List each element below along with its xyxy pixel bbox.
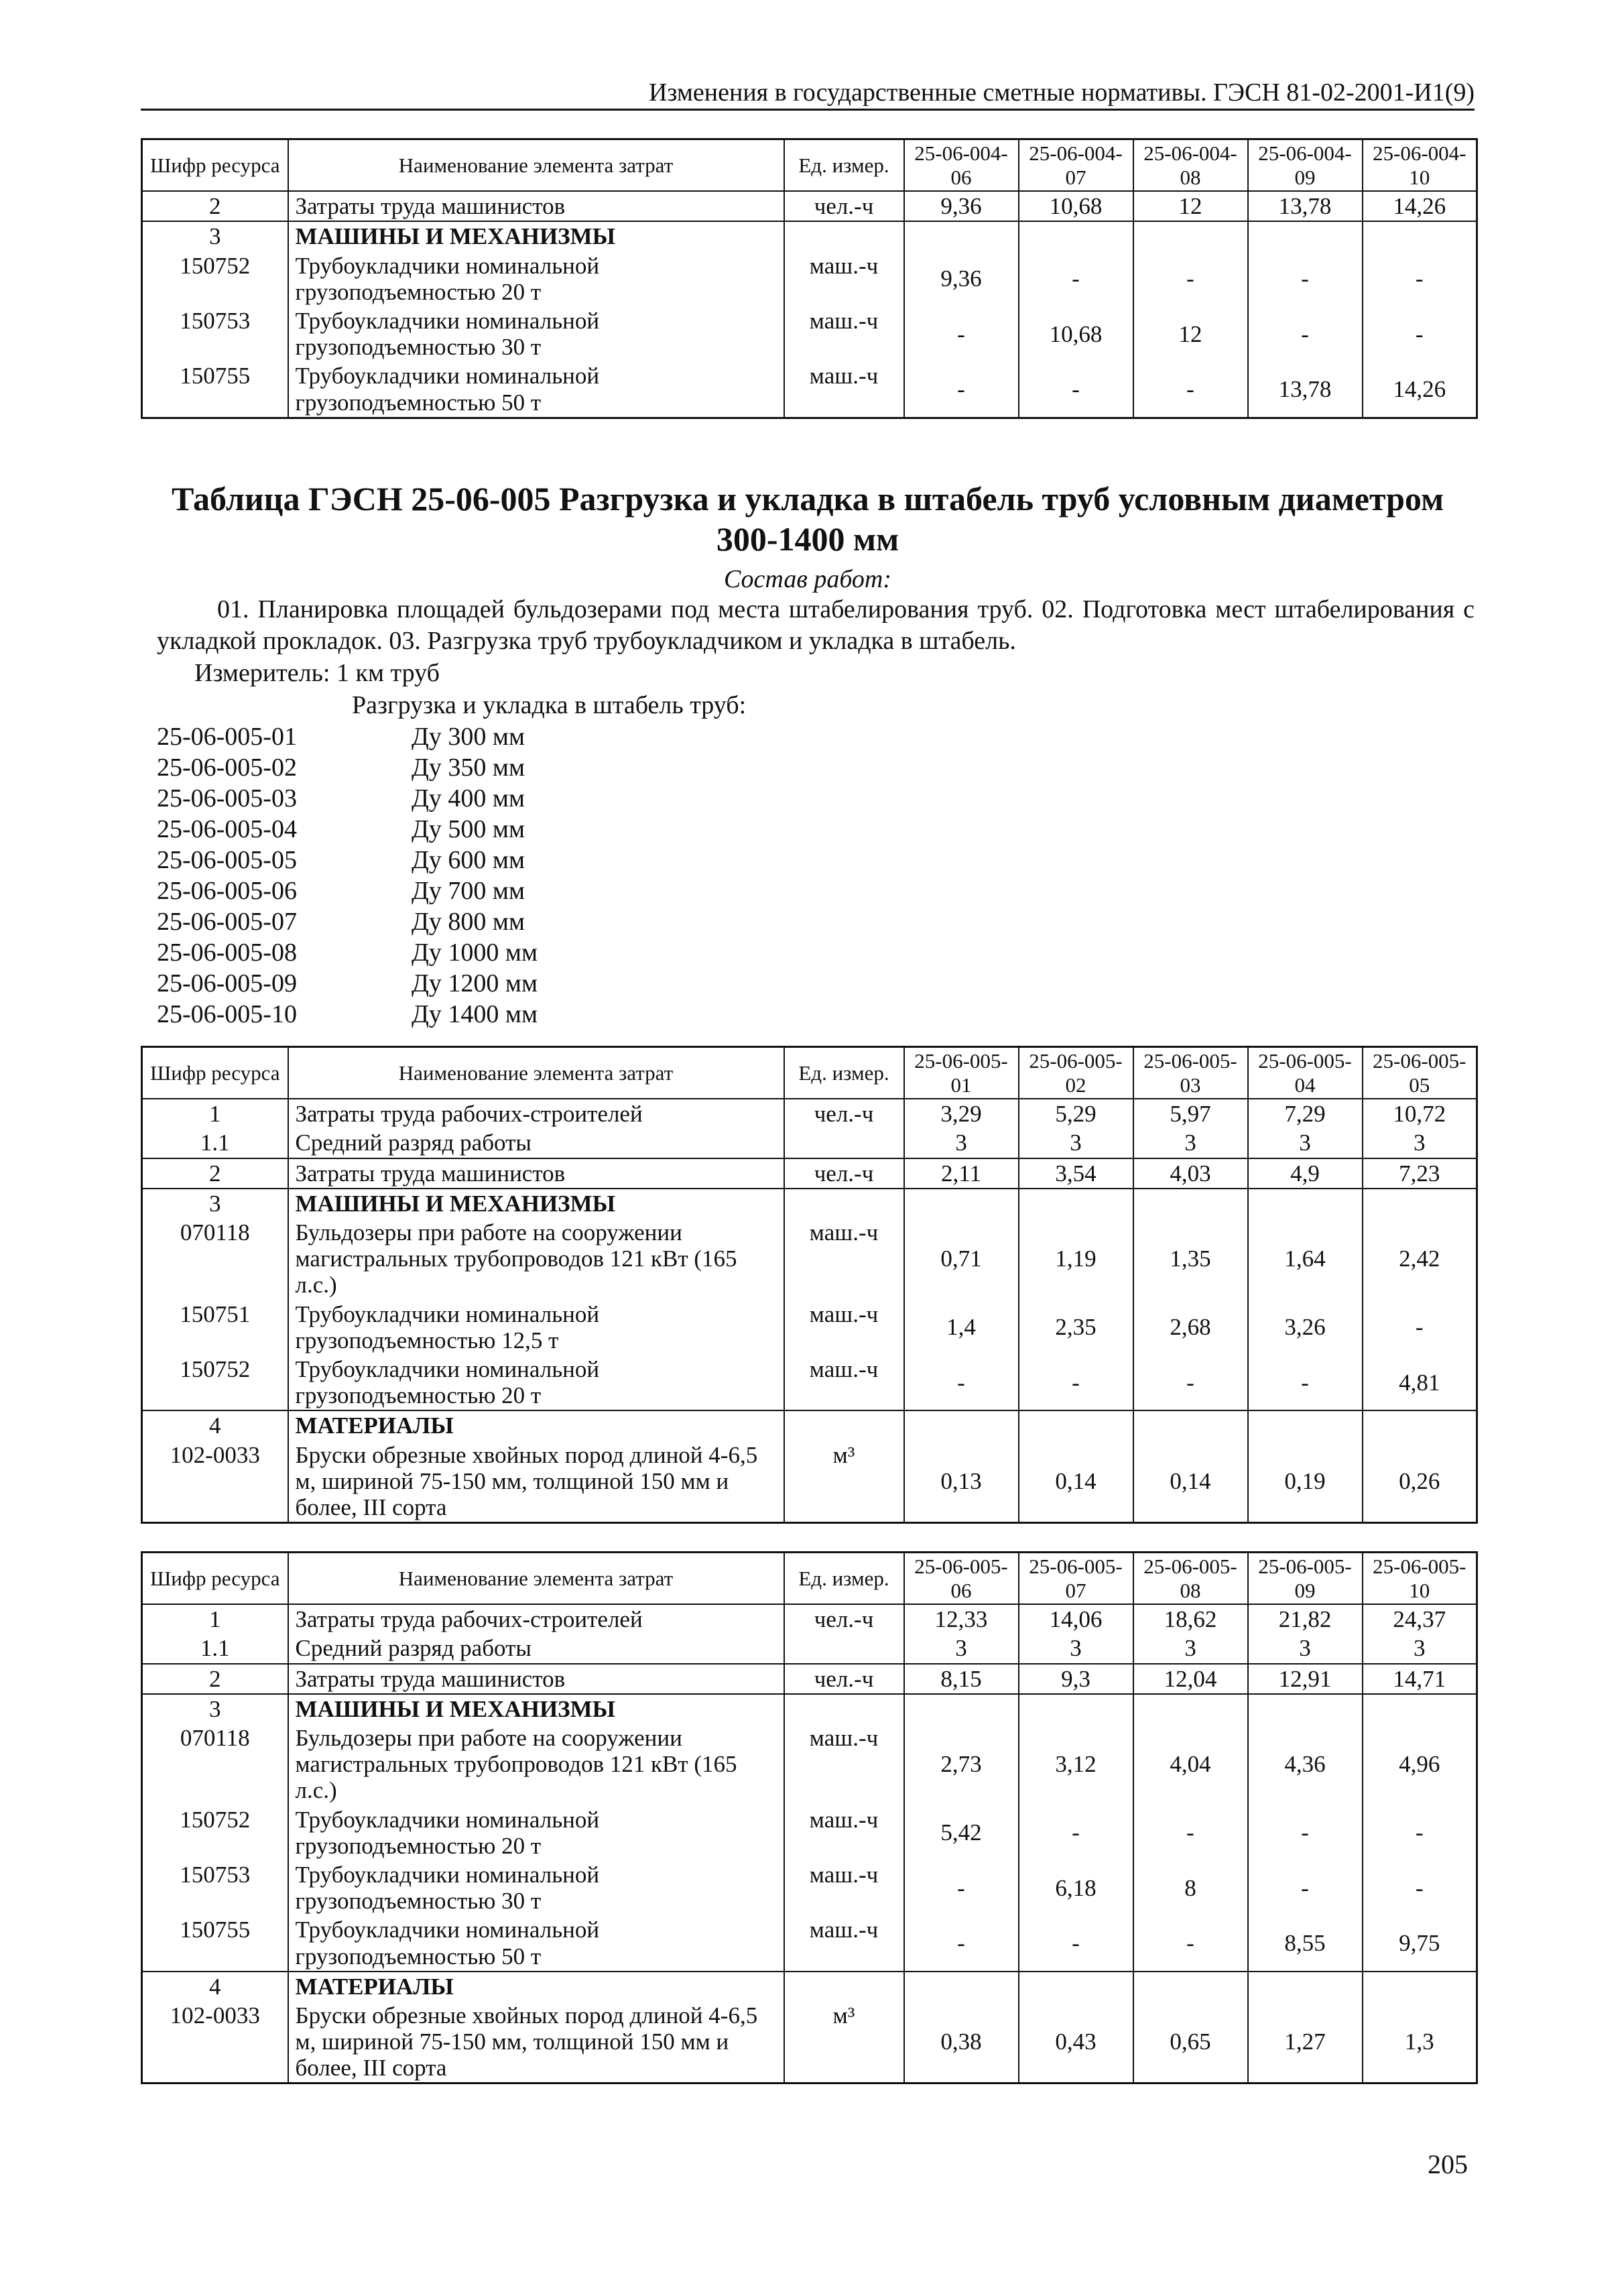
- resource-value: [904, 1972, 1019, 2001]
- item-desc: Ду 700 мм: [412, 877, 525, 905]
- resource-value: [1133, 1694, 1248, 1724]
- resource-value: 14,71: [1363, 1664, 1477, 1694]
- resource-unit: чел.-ч: [784, 1158, 904, 1189]
- resource-value: 12: [1133, 306, 1248, 361]
- resource-value: 0,38: [904, 2001, 1019, 2083]
- resource-value: [1248, 1694, 1363, 1724]
- item-code: 25-06-005-10: [157, 1000, 297, 1028]
- table-row: [142, 1441, 1477, 1523]
- resource-code: 070118: [142, 1218, 288, 1300]
- resource-value: 13,78: [1248, 361, 1363, 418]
- resource-code: 150751: [142, 1300, 288, 1355]
- resource-name: Бульдозеры при работе на сооружении магистральных трубопроводов 121 кВт (165 л.с.): [288, 1724, 784, 1805]
- section-title: Таблица ГЭСН 25-06-005 Разгрузка и укладка в штабель труб условным диаметром 300-1400 мм: [171, 480, 1444, 558]
- resource-value: -: [1248, 1805, 1363, 1860]
- resource-code: 1: [142, 1604, 288, 1634]
- item-desc: Ду 1000 мм: [412, 939, 538, 967]
- item-desc: Ду 600 мм: [412, 846, 525, 874]
- table-row: [142, 361, 1477, 418]
- resource-name: Бульдозеры при работе на сооружении магистральных трубопроводов 121 кВт (165 л.с.): [288, 1218, 784, 1300]
- resource-value: 4,9: [1248, 1158, 1363, 1189]
- resource-value: 0,14: [1133, 1441, 1248, 1523]
- page-number: 205: [1428, 2149, 1468, 2179]
- resource-value: 4,36: [1248, 1724, 1363, 1805]
- header-shifr: Шифр ресурса: [142, 1047, 288, 1099]
- resource-value: 3: [1363, 1128, 1477, 1158]
- table-row: [142, 191, 1477, 221]
- resource-code: 150755: [142, 1915, 288, 1971]
- table-row: [142, 306, 1477, 361]
- item-code: 25-06-005-03: [157, 784, 297, 812]
- resource-value: -: [1133, 251, 1248, 306]
- header-unit: Ед. измер.: [784, 1047, 904, 1099]
- resource-value: [904, 221, 1019, 251]
- resource-code: 3: [142, 1189, 288, 1218]
- resource-code: 070118: [142, 1724, 288, 1805]
- resource-unit: [784, 1972, 904, 2001]
- resource-name: Трубоукладчики номинальной грузоподъемностью 30 т: [288, 1860, 784, 1915]
- resource-value: 8,55: [1248, 1915, 1363, 1971]
- table-header-row: [142, 1553, 1477, 1605]
- resource-value: 4,81: [1363, 1355, 1477, 1410]
- resource-value: 5,42: [904, 1805, 1019, 1860]
- resource-value: 3: [1363, 1634, 1477, 1663]
- resource-value: -: [904, 1915, 1019, 1971]
- header-norm-code: 25-06-005-01: [904, 1047, 1019, 1099]
- header-norm-code: 25-06-005-08: [1133, 1553, 1248, 1605]
- resource-name: МАТЕРИАЛЫ: [288, 1410, 784, 1440]
- resource-name: Затраты труда рабочих-строителей: [288, 1604, 784, 1634]
- resource-value: 3: [1133, 1634, 1248, 1663]
- resource-value: 3: [1248, 1128, 1363, 1158]
- table-row: [142, 1972, 1477, 2001]
- resource-value: 1,27: [1248, 2001, 1363, 2083]
- resource-value: 4,96: [1363, 1724, 1477, 1805]
- resource-value: 0,65: [1133, 2001, 1248, 2083]
- resource-value: [1019, 1410, 1133, 1440]
- resource-value: [1363, 1189, 1477, 1218]
- table-row: [142, 1664, 1477, 1694]
- resource-value: 9,75: [1363, 1915, 1477, 1971]
- item-code: 25-06-005-02: [157, 753, 297, 782]
- resource-table-2: [141, 1046, 1478, 1524]
- item-code: 25-06-005-06: [157, 877, 297, 905]
- resource-value: [1133, 1972, 1248, 2001]
- table-row: [142, 1158, 1477, 1189]
- table-header-row: [142, 139, 1477, 192]
- resource-value: [1019, 1189, 1133, 1218]
- resource-value: 3,26: [1248, 1300, 1363, 1355]
- item-code: 25-06-005-01: [157, 723, 297, 751]
- item-desc: Ду 300 мм: [412, 723, 525, 751]
- resource-value: -: [1248, 306, 1363, 361]
- table-row: [142, 1128, 1477, 1158]
- resource-value: 5,97: [1133, 1099, 1248, 1128]
- resource-unit: маш.-ч: [784, 1355, 904, 1410]
- resource-unit: [784, 1128, 904, 1158]
- resource-value: [1363, 1694, 1477, 1724]
- resource-value: 1,64: [1248, 1218, 1363, 1300]
- resource-value: 2,35: [1019, 1300, 1133, 1355]
- header-norm-code: 25-06-004-07: [1019, 139, 1133, 192]
- table-row: [142, 1915, 1477, 1971]
- resource-code: 2: [142, 191, 288, 221]
- table-row: [142, 1805, 1477, 1860]
- resource-code: 150752: [142, 1805, 288, 1860]
- resource-code: 3: [142, 221, 288, 251]
- resource-value: -: [1363, 251, 1477, 306]
- header-norm-code: 25-06-005-07: [1019, 1553, 1133, 1605]
- resource-value: -: [1133, 1805, 1248, 1860]
- item-desc: Ду 800 мм: [412, 908, 525, 936]
- list-item: [157, 752, 538, 783]
- header-norm-code: 25-06-005-10: [1363, 1553, 1477, 1605]
- resource-value: -: [1133, 1915, 1248, 1971]
- resource-value: 14,26: [1363, 191, 1477, 221]
- resource-unit: маш.-ч: [784, 1915, 904, 1971]
- resource-name: Затраты труда рабочих-строителей: [288, 1099, 784, 1128]
- resource-value: -: [1363, 306, 1477, 361]
- resource-value: [1363, 221, 1477, 251]
- resource-name: Затраты труда машинистов: [288, 1664, 784, 1694]
- resource-value: 12,91: [1248, 1664, 1363, 1694]
- resource-value: 3,12: [1019, 1724, 1133, 1805]
- resource-value: -: [904, 361, 1019, 418]
- resource-value: -: [1133, 1355, 1248, 1410]
- resource-value: 10,68: [1019, 306, 1133, 361]
- resource-value: -: [1019, 1805, 1133, 1860]
- header-norm-code: 25-06-005-05: [1363, 1047, 1477, 1099]
- resource-value: [1019, 1694, 1133, 1724]
- resource-name: Бруски обрезные хвойных пород длиной 4-6,5 м, шириной 75-150 мм, толщиной 150 мм и более, III сорта: [288, 2001, 784, 2083]
- running-header: Изменения в государственные сметные нормативы. ГЭСН 81-02-2001-И1(9): [141, 78, 1475, 111]
- resource-value: 7,29: [1248, 1099, 1363, 1128]
- resource-code: 150752: [142, 1355, 288, 1410]
- resource-unit: маш.-ч: [784, 1300, 904, 1355]
- resource-name: Трубоукладчики номинальной грузоподъемностью 20 т: [288, 1355, 784, 1410]
- table-row: [142, 1099, 1477, 1128]
- resource-value: 2,42: [1363, 1218, 1477, 1300]
- resource-value: 14,06: [1019, 1604, 1133, 1634]
- resource-unit: маш.-ч: [784, 1805, 904, 1860]
- resource-value: -: [1019, 1915, 1133, 1971]
- list-item: [157, 999, 538, 1030]
- resource-value: 18,62: [1133, 1604, 1248, 1634]
- resource-unit: м³: [784, 1441, 904, 1523]
- resource-value: 6,18: [1019, 1860, 1133, 1915]
- header-name: Наименование элемента затрат: [288, 139, 784, 192]
- resource-value: [904, 1189, 1019, 1218]
- resource-code: 4: [142, 1410, 288, 1440]
- resource-name: Трубоукладчики номинальной грузоподъемностью 50 т: [288, 1915, 784, 1971]
- resource-value: 24,37: [1363, 1604, 1477, 1634]
- resource-table-3: [141, 1551, 1478, 2084]
- list-item: [157, 721, 538, 752]
- list-item: [157, 814, 538, 845]
- header-norm-code: 25-06-005-03: [1133, 1047, 1248, 1099]
- resource-value: 14,26: [1363, 361, 1477, 418]
- header-norm-code: 25-06-005-09: [1248, 1553, 1363, 1605]
- resource-value: [904, 1410, 1019, 1440]
- table-row: [142, 1694, 1477, 1724]
- resource-unit: [784, 1410, 904, 1440]
- resource-value: [1019, 1972, 1133, 2001]
- resource-name: Затраты труда машинистов: [288, 191, 784, 221]
- resource-unit: чел.-ч: [784, 191, 904, 221]
- resource-value: 3: [1133, 1128, 1248, 1158]
- resource-value: -: [1248, 251, 1363, 306]
- resource-unit: маш.-ч: [784, 1860, 904, 1915]
- header-shifr: Шифр ресурса: [142, 139, 288, 192]
- table-row: [142, 1634, 1477, 1663]
- table-row: [142, 221, 1477, 251]
- resource-name: Средний разряд работы: [288, 1128, 784, 1158]
- item-code: 25-06-005-04: [157, 815, 297, 843]
- header-norm-code: 25-06-005-04: [1248, 1047, 1363, 1099]
- table-row: [142, 1860, 1477, 1915]
- resource-unit: чел.-ч: [784, 1604, 904, 1634]
- resource-unit: [784, 1694, 904, 1724]
- resource-unit: маш.-ч: [784, 306, 904, 361]
- resource-value: 7,23: [1363, 1158, 1477, 1189]
- resource-name: Трубоукладчики номинальной грузоподъемностью 20 т: [288, 1805, 784, 1860]
- resource-value: 10,72: [1363, 1099, 1477, 1128]
- table-row: [142, 1724, 1477, 1805]
- resource-value: 12: [1133, 191, 1248, 221]
- header-norm-code: 25-06-004-06: [904, 139, 1019, 192]
- resource-value: 8,15: [904, 1664, 1019, 1694]
- item-code: 25-06-005-05: [157, 846, 297, 874]
- item-desc: Ду 500 мм: [412, 815, 525, 843]
- resource-value: -: [1133, 361, 1248, 418]
- resource-value: 3,29: [904, 1099, 1019, 1128]
- resource-value: -: [1019, 1355, 1133, 1410]
- header-norm-code: 25-06-004-10: [1363, 139, 1477, 192]
- resource-value: [1248, 221, 1363, 251]
- resource-code: 1: [142, 1099, 288, 1128]
- resource-unit: чел.-ч: [784, 1099, 904, 1128]
- resource-code: 4: [142, 1972, 288, 2001]
- list-item: [157, 845, 538, 875]
- resource-unit: маш.-ч: [784, 1724, 904, 1805]
- resource-value: -: [1019, 251, 1133, 306]
- resource-unit: м³: [784, 2001, 904, 2083]
- resource-value: -: [1363, 1300, 1477, 1355]
- resource-value: [1248, 1972, 1363, 2001]
- resource-value: 2,11: [904, 1158, 1019, 1189]
- resource-value: [1363, 1410, 1477, 1440]
- resource-code: 150753: [142, 306, 288, 361]
- resource-value: 1,4: [904, 1300, 1019, 1355]
- resource-value: 3: [1019, 1634, 1133, 1663]
- resource-unit: маш.-ч: [784, 251, 904, 306]
- resource-code: 1.1: [142, 1128, 288, 1158]
- resource-name: Трубоукладчики номинальной грузоподъемностью 30 т: [288, 306, 784, 361]
- resource-table-1: [141, 138, 1478, 419]
- resource-unit: маш.-ч: [784, 1218, 904, 1300]
- resource-value: 0,19: [1248, 1441, 1363, 1523]
- resource-unit: [784, 221, 904, 251]
- resource-value: -: [1363, 1805, 1477, 1860]
- resource-value: 21,82: [1248, 1604, 1363, 1634]
- resource-unit: [784, 1634, 904, 1663]
- resource-value: 1,35: [1133, 1218, 1248, 1300]
- resource-value: 0,71: [904, 1218, 1019, 1300]
- header-norm-code: 25-06-005-02: [1019, 1047, 1133, 1099]
- resource-value: 12,33: [904, 1604, 1019, 1634]
- resource-value: 10,68: [1019, 191, 1133, 221]
- resource-name: Трубоукладчики номинальной грузоподъемностью 20 т: [288, 251, 784, 306]
- resource-name: МАШИНЫ И МЕХАНИЗМЫ: [288, 1189, 784, 1218]
- resource-value: [1019, 221, 1133, 251]
- resource-value: 3: [904, 1128, 1019, 1158]
- items-lead: Разгрузка и укладка в штабель труб:: [352, 691, 747, 719]
- table-row: [142, 2001, 1477, 2083]
- resource-value: 0,26: [1363, 1441, 1477, 1523]
- resource-value: -: [1363, 1860, 1477, 1915]
- resource-name: МАШИНЫ И МЕХАНИЗМЫ: [288, 221, 784, 251]
- item-code: 25-06-005-07: [157, 908, 297, 936]
- resource-value: [1248, 1410, 1363, 1440]
- item-desc: Ду 350 мм: [412, 753, 525, 782]
- resource-code: 3: [142, 1694, 288, 1724]
- resource-name: Средний разряд работы: [288, 1634, 784, 1663]
- resource-value: 0,13: [904, 1441, 1019, 1523]
- composition-label: Состав работ:: [723, 565, 892, 593]
- resource-code: 150755: [142, 361, 288, 418]
- resource-value: -: [904, 1355, 1019, 1410]
- list-item: [157, 783, 538, 814]
- resource-value: 4,03: [1133, 1158, 1248, 1189]
- resource-value: 8: [1133, 1860, 1248, 1915]
- table-row: [142, 251, 1477, 306]
- item-code: 25-06-005-09: [157, 969, 297, 998]
- resource-value: [1133, 1410, 1248, 1440]
- header-norm-code: 25-06-004-08: [1133, 139, 1248, 192]
- resource-code: 150752: [142, 251, 288, 306]
- item-desc: Ду 1400 мм: [412, 1000, 538, 1028]
- works-description: 01. Планировка площадей бульдозерами под места штабелирования труб. 02. Подготовка мест штабелирования с укладкой прокладок. 03. Разгрузка труб трубоукладчиком и укладка в штабель.: [157, 595, 1475, 656]
- resource-value: 0,43: [1019, 2001, 1133, 2083]
- resource-name: Затраты труда машинистов: [288, 1158, 784, 1189]
- resource-unit: [784, 1189, 904, 1218]
- table-row: [142, 1355, 1477, 1410]
- table-row: [142, 1189, 1477, 1218]
- resource-value: 3,54: [1019, 1158, 1133, 1189]
- resource-value: [1133, 1189, 1248, 1218]
- resource-value: 0,14: [1019, 1441, 1133, 1523]
- resource-code: 102-0033: [142, 2001, 288, 2083]
- resource-code: 1.1: [142, 1634, 288, 1663]
- item-desc: Ду 1200 мм: [412, 969, 538, 998]
- resource-value: 3: [904, 1634, 1019, 1663]
- resource-value: 9,36: [904, 251, 1019, 306]
- resource-code: 150753: [142, 1860, 288, 1915]
- resource-value: -: [904, 1860, 1019, 1915]
- resource-value: [904, 1694, 1019, 1724]
- table-row: [142, 1300, 1477, 1355]
- resource-code: 102-0033: [142, 1441, 288, 1523]
- resource-value: -: [1248, 1355, 1363, 1410]
- resource-name: Бруски обрезные хвойных пород длиной 4-6,5 м, шириной 75-150 мм, толщиной 150 мм и более, III сорта: [288, 1441, 784, 1523]
- item-code: 25-06-005-08: [157, 939, 297, 967]
- resource-value: 1,3: [1363, 2001, 1477, 2083]
- resource-value: 1,19: [1019, 1218, 1133, 1300]
- resource-value: [1248, 1189, 1363, 1218]
- table-row: [142, 1604, 1477, 1634]
- resource-value: 5,29: [1019, 1099, 1133, 1128]
- resource-value: 9,36: [904, 191, 1019, 221]
- header-norm-code: 25-06-005-06: [904, 1553, 1019, 1605]
- header-name: Наименование элемента затрат: [288, 1047, 784, 1099]
- resource-value: 3: [1019, 1128, 1133, 1158]
- list-item: [157, 906, 538, 937]
- resource-value: [1133, 221, 1248, 251]
- resource-name: Трубоукладчики номинальной грузоподъемностью 12,5 т: [288, 1300, 784, 1355]
- resource-name: МАТЕРИАЛЫ: [288, 1972, 784, 2001]
- resource-value: 12,04: [1133, 1664, 1248, 1694]
- header-norm-code: 25-06-004-09: [1248, 139, 1363, 192]
- resource-value: 2,73: [904, 1724, 1019, 1805]
- resource-name: Трубоукладчики номинальной грузоподъемностью 50 т: [288, 361, 784, 418]
- resource-value: -: [1019, 361, 1133, 418]
- resource-value: 2,68: [1133, 1300, 1248, 1355]
- table-row: [142, 1218, 1477, 1300]
- list-item: [157, 968, 538, 999]
- resource-unit: маш.-ч: [784, 361, 904, 418]
- resource-value: 13,78: [1248, 191, 1363, 221]
- table-row: [142, 1410, 1477, 1440]
- resource-value: 3: [1248, 1634, 1363, 1663]
- header-unit: Ед. измер.: [784, 1553, 904, 1605]
- norm-items-list: [157, 721, 538, 1030]
- resource-value: [1363, 1972, 1477, 2001]
- header-shifr: Шифр ресурса: [142, 1553, 288, 1605]
- table-header-row: [142, 1047, 1477, 1099]
- list-item: [157, 937, 538, 968]
- list-item: [157, 875, 538, 906]
- resource-value: -: [1248, 1860, 1363, 1915]
- resource-code: 2: [142, 1158, 288, 1189]
- resource-value: 9,3: [1019, 1664, 1133, 1694]
- resource-value: 4,04: [1133, 1724, 1248, 1805]
- meter-line: Измеритель: 1 км труб: [194, 659, 440, 687]
- header-unit: Ед. измер.: [784, 139, 904, 192]
- resource-unit: чел.-ч: [784, 1664, 904, 1694]
- resource-value: -: [904, 306, 1019, 361]
- resource-name: МАШИНЫ И МЕХАНИЗМЫ: [288, 1694, 784, 1724]
- item-desc: Ду 400 мм: [412, 784, 525, 812]
- resource-code: 2: [142, 1664, 288, 1694]
- header-name: Наименование элемента затрат: [288, 1553, 784, 1605]
